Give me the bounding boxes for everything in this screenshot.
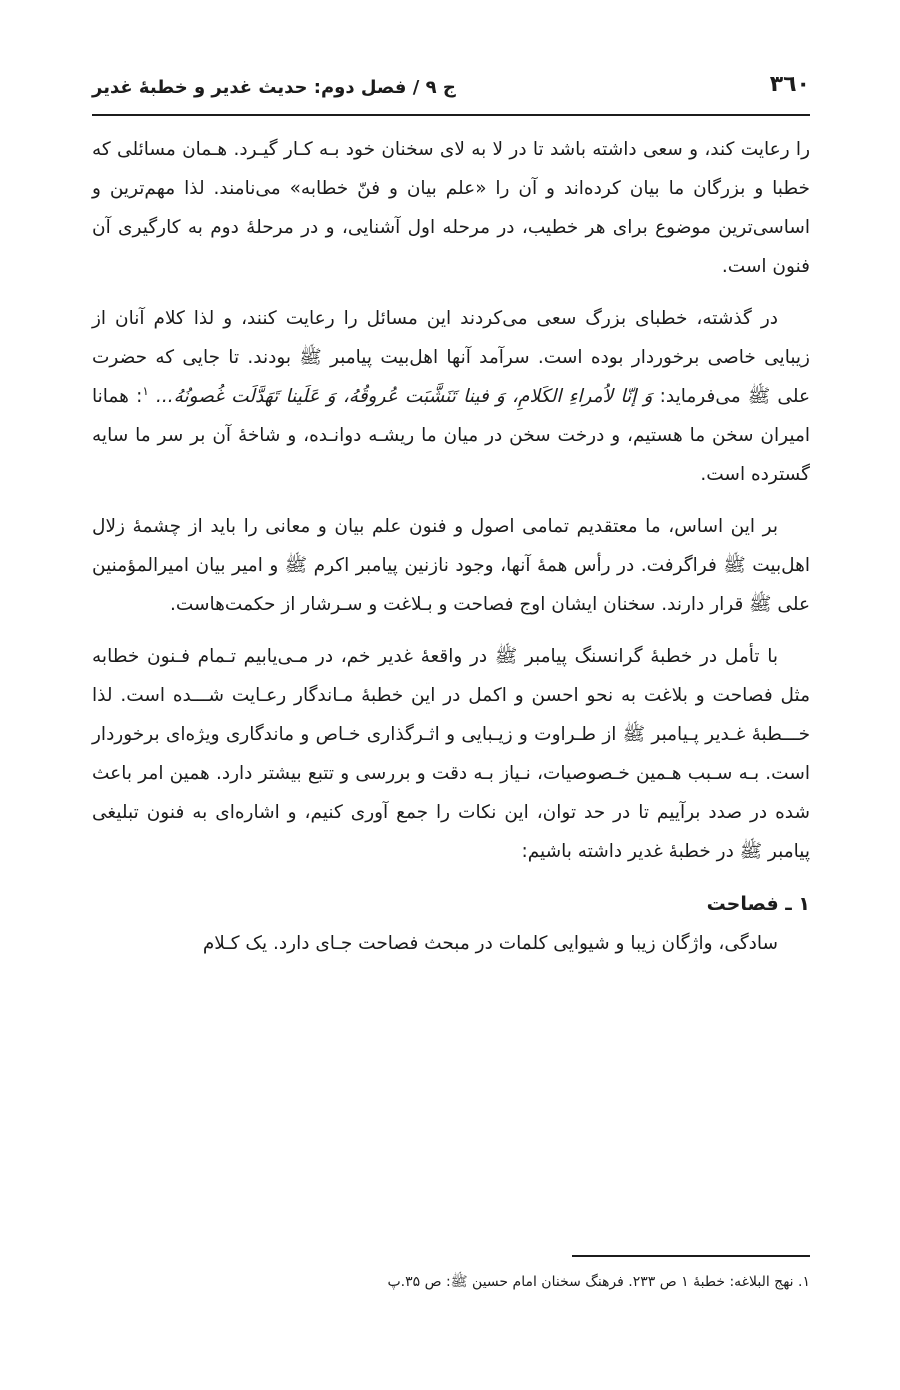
- paragraph-2-translation: : همانا امیران سخن ما هستیم، و درخت سخن در میان ما ریشـه دوانـده، و شاخۀ آن بر سر ما سایه گسترده است.: [92, 386, 810, 485]
- footnote-reference[interactable]: ۱: [142, 383, 149, 398]
- section-paragraph: سادگی، واژگان زیبا و شیوایی کلمات در مبحث فصاحت جـای دارد. یک کـلام: [202, 933, 778, 954]
- section-heading: ۱ ـ فصاحت: [706, 893, 810, 915]
- paragraph-4: با تأمل در خطبۀ گرانسنگ پیامبر ﷺ در واقعۀ غدیر خم، در مـی‌یابیم تـمام فـنون خطابه مثل فصاحت و بلاغت به نحو احسن و اکمل در این خطبۀ مـاندگار رعـایت شـــده است. لذا خـــطبۀ غـدیر پـیامبر ﷺ از طـراوت و زیـبایی و اثـرگذاری خـاص و ماندگاری ویژه‌ای برخوردار است. بـه سـبب هـمین خـصوصیات، نـیاز بـه دقت و بررسی و تتبع بیشتر دارد. همین امر باعث شده در صدد برآییم تا در حد توان، این نکات را جمع آوری کنیم، و اشاره‌ای به فنون تبلیغی پیامبر ﷺ در خطبۀ غدیر داشته باشیم:: [92, 646, 810, 862]
- page-number: ٣٦٠: [769, 72, 810, 97]
- running-title: ج ۹ / فصل دوم: حدیث غدیر و خطبۀ غدیر: [92, 77, 456, 98]
- paragraph-1: را رعایت کند، و سعی داشته باشد تا در لا به لای سخنان خود بـه کـار گیـرد. هـمان مسائلی که خطبا و بزرگان ما بیان کرده‌اند و آن را «علم بیان و فنّ خطابه» می‌نامند. لذا مهم‌ترین و اساسی‌ترین موضوع برای هر خطیب، در مرحله اول آشنایی، و در مرحلۀ دوم به کارگیری آن فنون است.: [92, 139, 810, 277]
- footnote-divider: [572, 1255, 810, 1257]
- paragraph-3: بر این اساس، ما معتقدیم تمامی اصول و فنون علم بیان و معانی را باید از چشمۀ زلال اهل‌بیت ﷺ فراگرفت. در رأس همۀ آنها، وجود نازنین پیامبر اکرم ﷺ و امیر بیان امیرالمؤمنین علی ﷺ قرار دارند. سخنان ایشان اوج فصاحت و بـلاغت و سـرشار از حکمت‌هاست.: [92, 516, 810, 615]
- paragraph-2: [92, 299, 810, 494]
- page-header: [92, 62, 810, 116]
- paragraph-2-intro: در گذشته، خطبای بزرگ سعی می‌کردند این مسائل را رعایت کنند، و لذا کلام آنان از زیبایی خاصی برخوردار بوده است. سرآمد آنها اهل‌بیت پیامبر ﷺ بودند. تا جایی که حضرت علی ﷺ می‌فرماید:: [92, 308, 810, 407]
- arabic-quote: وَ إنّا لاُمراءِ الكَلامِ، وَ فینا تَنَشَّبَت عُروقُهُ، وَ عَلَینا تَهَدَّلَت غُصونُهُ...: [155, 386, 653, 407]
- body-text: [92, 130, 810, 976]
- footnote: ۱. نهج البلاغه: خطبۀ ۱ ص ۲۳۳. فرهنگ سخنان امام حسین ﷺ: ص ۳۵.پ: [387, 1274, 810, 1290]
